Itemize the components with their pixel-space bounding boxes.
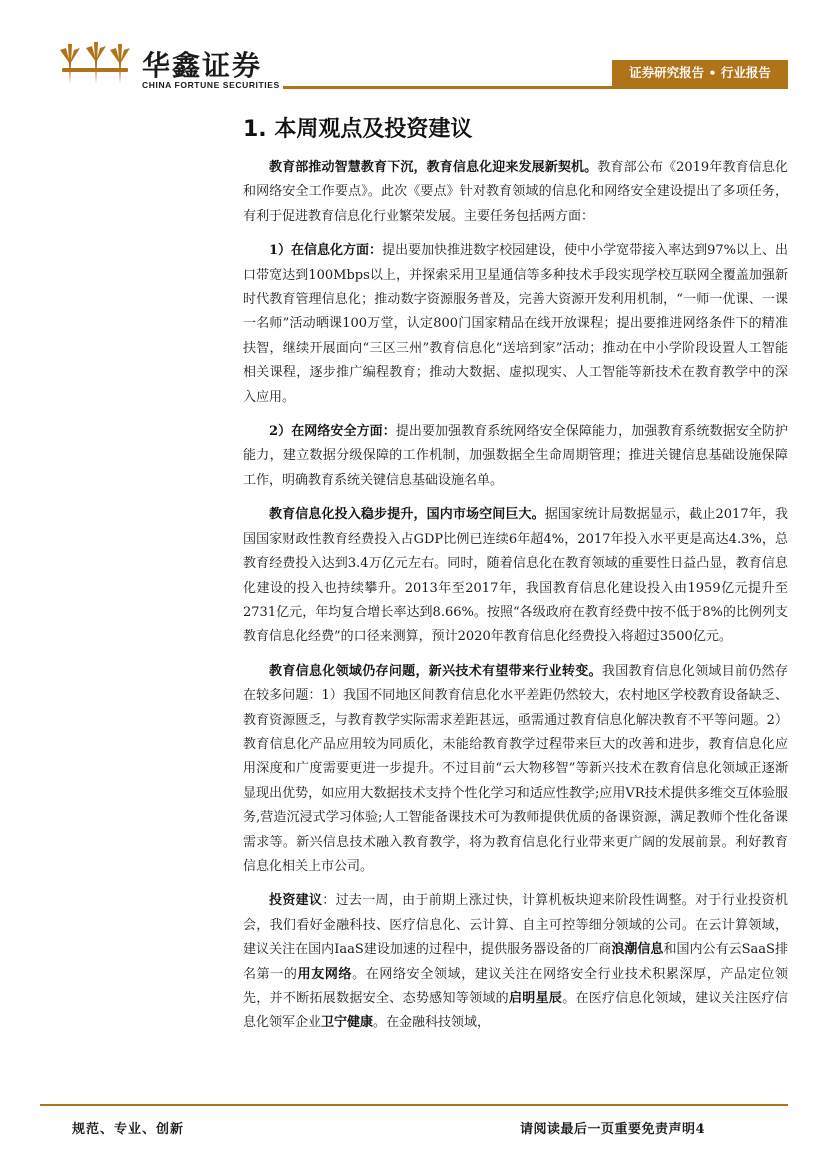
paragraph-investment-growth bbox=[243, 503, 788, 649]
paragraph-problems bbox=[243, 660, 788, 880]
paragraph-text: 据国家统计局数据显示，截止2017年，我国国家财政性教育经费投入占GDP比例已连续6年超4%，2017年投入水平更是高达4.3%，总教育经费投入达到3.4万亿元左右。同时，随着信息化在教育领域的重要性日益凸显，教育信息化建设的投入也持续攀升。2013年至2017年，我国教育信息化建设投入由1959亿元提升至2731亿元，年均复合增长率达到8.66%。按照“各级政府在教育经费中按不低于8%的比例列支教育信息化经费”的口径来测算，预计2020年教育信息化经费投入将超过3500亿元。 bbox=[243, 507, 788, 645]
paragraph-text: 。在金融科技领域， bbox=[373, 1015, 491, 1031]
report-type-tag: 证券研究报告 • 行业报告 bbox=[612, 60, 788, 86]
company-highlight: 浪潮信息 bbox=[611, 942, 664, 958]
paragraph-network-security bbox=[243, 420, 788, 493]
paragraph-text: 教育部公布《2019年教育信息化和网络安全工作要点》。此次《要点》针对教育领域的信息化和网络安全建设提出了多项任务，有利于促进教育信息化行业繁荣发展。主要任务包括两方面： bbox=[243, 160, 788, 224]
paragraph-policy bbox=[243, 156, 788, 229]
paragraph-text: ：过去一周，由于前期上涨过快，计算机板块迎来阶段性调整。对于行业投资机会，我们看好金融科技、医疗信息化、云计算、自主可控等细分领域的公司。在云计算领域，建议关注在国内IaaS建设加速的过程中，提供服务器设备的厂商 bbox=[243, 893, 788, 958]
paragraph-text: 我国教育信息化领域目前仍然存在较多问题：1）我国不同地区间教育信息化水平差距仍然较大，农村地区学校教育设备缺乏、教育资源匮乏，与教育教学实际需求差距甚远，亟需通过教育信息化解决教育不平等问题。2）教育信息化产品应用较为同质化，未能给教育教学过程带来巨大的改善和进步，教育信息化应用深度和广度需要更进一步提升。不过目前“云大物移智”等新兴技术在教育信息化领域正逐渐显现出优势，如应用大数据技术支持个性化学习和适应性教学;应用VR技术提供多维交互体验服务,营造沉浸式学习体验;人工智能备课技术可为教师提供优质的备课资源，满足教师个性化备课需求等。新兴信息技术融入教育教学，将为教育信息化行业带来更广阔的发展前景。利好教育信息化相关上市公司。 bbox=[243, 663, 788, 874]
company-highlight: 用友网络 bbox=[297, 966, 353, 982]
paragraph-informatization bbox=[243, 239, 788, 410]
footer-disclaimer-note: 请阅读最后一页重要免责声明4 bbox=[519, 1122, 705, 1137]
company-logo bbox=[58, 40, 288, 95]
paragraph-lead: 教育信息化领域仍存问题，新兴技术有望带来行业转变。 bbox=[269, 663, 602, 679]
header-rule bbox=[283, 86, 788, 89]
section-title: 1. 本周观点及投资建议 bbox=[243, 117, 473, 142]
company-highlight: 启明星辰 bbox=[508, 991, 563, 1006]
paragraph-text: 。在网络安全领域，建议关注在网络安全行业技术积累深厚，产品定位领先，并不断拓展数据安全、态势感知等领域的 bbox=[243, 966, 788, 1006]
paragraph-investment-advice bbox=[243, 889, 788, 1035]
footer-slogan: 规范、专业、创新 bbox=[72, 1122, 185, 1137]
paragraph-lead: 2）在网络安全方面： bbox=[269, 424, 396, 440]
footer-rule bbox=[40, 1104, 788, 1106]
company-name-en: CHINA FORTUNE SECURITIES bbox=[142, 80, 280, 90]
paragraph-text: 提出要加快推进数字校园建设，使中小学宽带接入率达到97%以上、出口带宽达到100Mbps以上，并探索采用卫星通信等多种技术手段实现学校互联网全覆盖加强新时代教育管理信息化；推动数字资源服务普及，完善大资源开发利用机制，“一师一优课、一课一名师”活动晒课100万堂，认定800门国家精品在线开放课程；提出要推进网络条件下的精准扶智，继续开展面向“三区三州”教育信息化“送培到家”活动；推动在中小学阶段设置人工智能相关课程，逐步推广编程教育；推动大数据、虚拟现实、人工智能等新技术在教育教学中的深入应用。 bbox=[243, 243, 788, 405]
paragraph-text: 和国内公有云SaaS排名第一的 bbox=[243, 942, 788, 982]
paragraph-text: 。在医疗信息化领域，建议关注医疗信息化领军企业 bbox=[243, 991, 788, 1031]
report-body bbox=[243, 156, 788, 1046]
paragraph-lead: 1）在信息化方面： bbox=[269, 243, 383, 259]
paragraph-lead: 投资建议 bbox=[269, 893, 323, 909]
paragraph-lead: 教育信息化投入稳步提升，国内市场空间巨大。 bbox=[269, 507, 545, 523]
company-logo-mark bbox=[58, 40, 136, 88]
company-highlight: 卫宁健康 bbox=[321, 1015, 374, 1031]
paragraph-text: 提出要加强教育系统网络安全保障能力，加强教育系统数据安全防护能力，建立数据分级保障的工作机制，加强数据全生命周期管理；推进关键信息基础设施保障工作，明确教育系统关键信息基础设施名单。 bbox=[243, 424, 788, 488]
paragraph-lead: 教育部推动智慧教育下沉，教育信息化迎来发展新契机。 bbox=[269, 160, 598, 175]
company-name-cn: 华鑫证券 bbox=[142, 49, 263, 82]
